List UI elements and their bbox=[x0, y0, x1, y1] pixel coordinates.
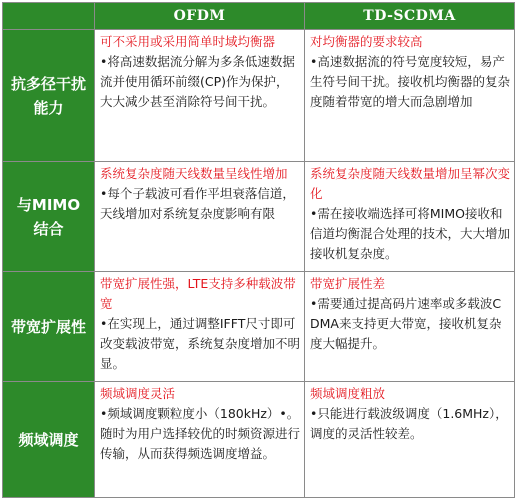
header-ofdm: OFDM bbox=[95, 3, 305, 30]
ofdm-description: •在实现上，通过调整IFFT尺寸即可改变载波带宽，系统复杂度增加不明显。 bbox=[100, 316, 301, 371]
tdscdma-description: •高速数据流的符号宽度较短，易产生符号间干扰。接收机均衡器的复杂度随着带宽的增大而急剧增加 bbox=[310, 54, 511, 109]
cell-ofdm-scheduling bbox=[95, 382, 305, 498]
table-row bbox=[3, 382, 515, 498]
cell-tdscdma-multipath bbox=[305, 30, 515, 162]
cell-ofdm-mimo bbox=[95, 162, 305, 272]
tdscdma-highlight: 频域调度粗放 bbox=[310, 386, 386, 401]
ofdm-highlight: 带宽扩展性强，LTE支持多种载波带宽 bbox=[100, 276, 296, 311]
table-row bbox=[3, 30, 515, 162]
ofdm-highlight: 可不采用或采用简单时域均衡器 bbox=[100, 34, 276, 49]
row-label-bandwidth: 带宽扩展性 bbox=[3, 272, 95, 382]
ofdm-highlight: 系统复杂度随天线数量呈线性增加 bbox=[100, 166, 288, 181]
header-tdscdma: TD-SCDMA bbox=[305, 3, 515, 30]
tdscdma-description: •需要通过提高码片速率或多载波CDMA来支持更大带宽，接收机复杂度大幅提升。 bbox=[310, 296, 502, 351]
cell-ofdm-multipath bbox=[95, 30, 305, 162]
header-corner bbox=[3, 3, 95, 30]
row-label-multipath: 抗多径干扰能力 bbox=[3, 30, 95, 162]
tdscdma-highlight: 带宽扩展性差 bbox=[310, 276, 386, 291]
row-label-scheduling: 频域调度 bbox=[3, 382, 95, 498]
table-row bbox=[3, 162, 515, 272]
comparison-table bbox=[2, 2, 515, 498]
ofdm-description: •将高速数据流分解为多条低速数据流并使用循环前缀(CP)作为保护，大大减少甚至消除符号间干扰。 bbox=[100, 54, 295, 109]
tdscdma-highlight: 系统复杂度随天线数量增加呈幂次变化 bbox=[310, 166, 511, 201]
row-label-mimo: 与MIMO结合 bbox=[3, 162, 95, 272]
cell-tdscdma-scheduling bbox=[305, 382, 515, 498]
ofdm-description: •频域调度颗粒度小（180kHz）•。随时为用户选择较优的时频资源进行传输，从而获得频选调度增益。 bbox=[100, 406, 301, 461]
tdscdma-description: •只能进行载波级调度（1.6MHz），调度的灵活性较差。 bbox=[310, 406, 508, 441]
cell-tdscdma-mimo bbox=[305, 162, 515, 272]
cell-ofdm-bandwidth bbox=[95, 272, 305, 382]
tdscdma-highlight: 对均衡器的要求较高 bbox=[310, 34, 423, 49]
ofdm-description: •每个子载波可看作平坦衰落信道，天线增加对系统复杂度影响有限 bbox=[100, 186, 295, 221]
ofdm-highlight: 频域调度灵活 bbox=[100, 386, 176, 401]
tdscdma-description: •需在接收端选择可将MIMO接收和信道均衡混合处理的技术，大大增加接收机复杂度。 bbox=[310, 206, 511, 261]
cell-tdscdma-bandwidth bbox=[305, 272, 515, 382]
table-row bbox=[3, 272, 515, 382]
header-row bbox=[3, 3, 515, 30]
